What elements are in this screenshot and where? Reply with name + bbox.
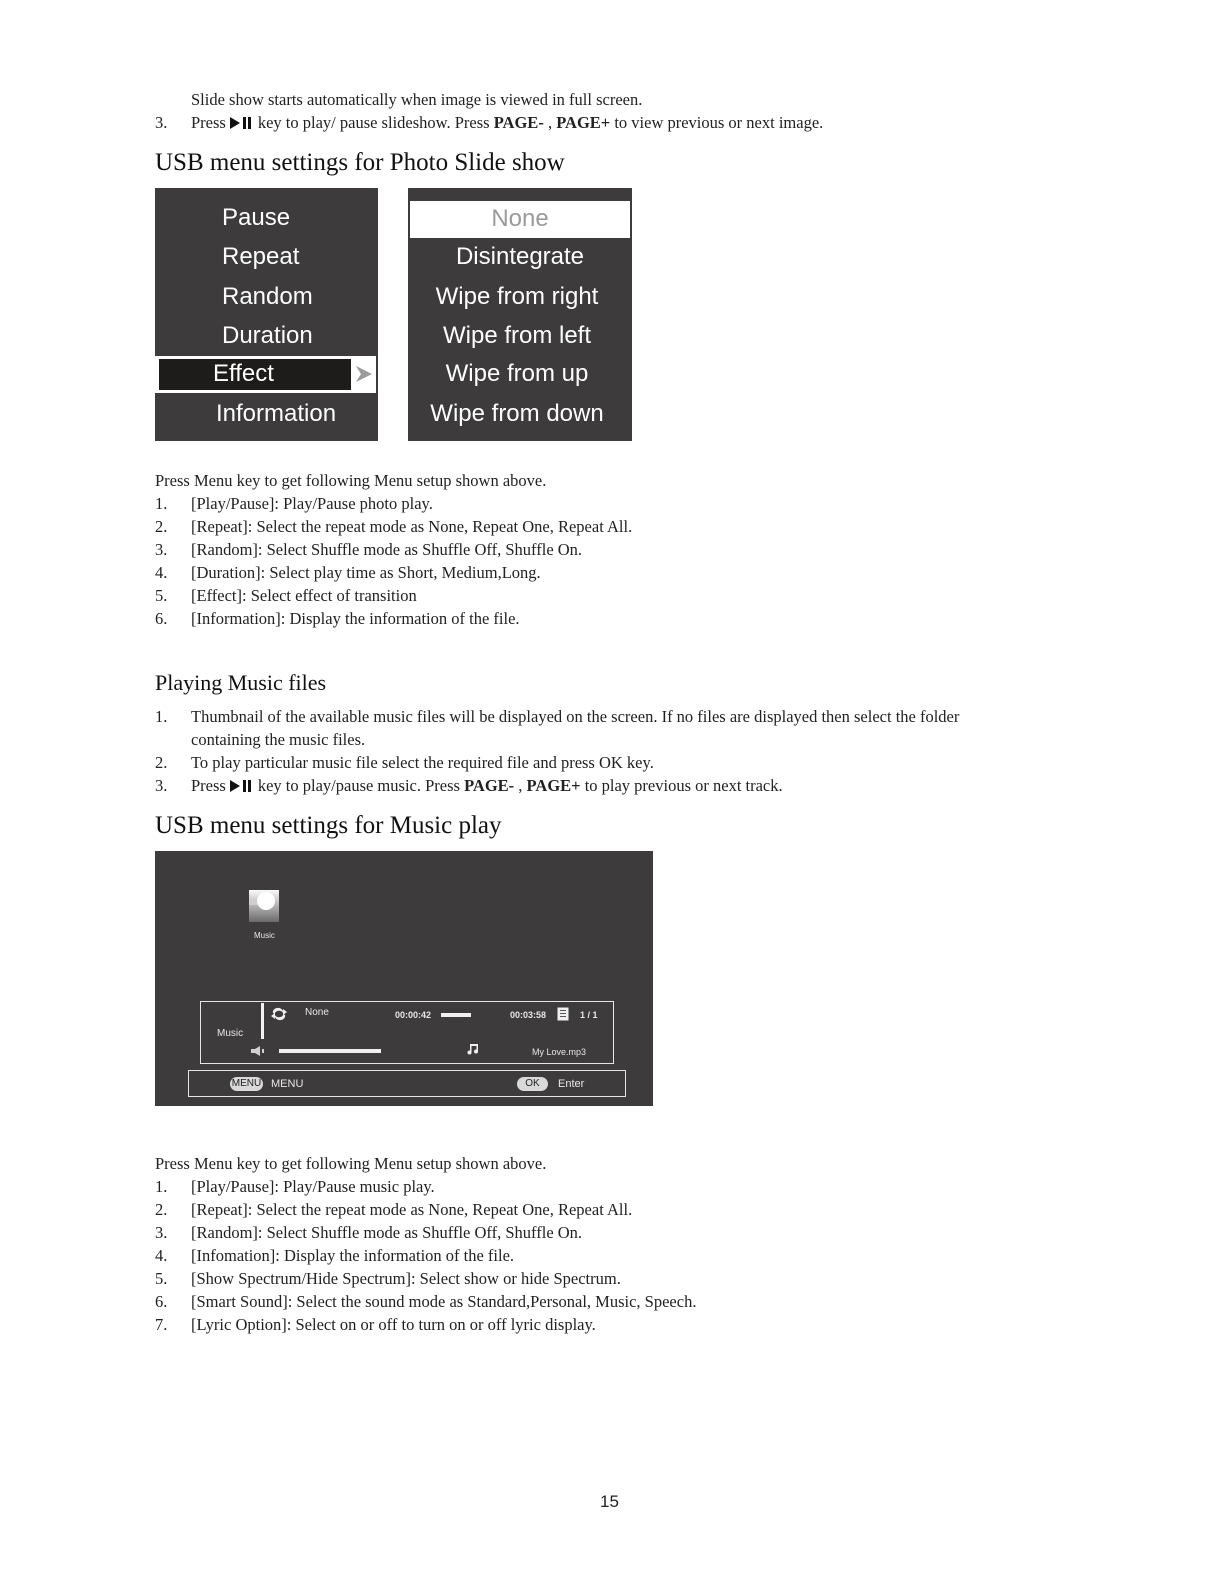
list-number: 7. (155, 1315, 168, 1334)
list-number: 3. (155, 113, 168, 132)
effect-submenu-panel (408, 188, 632, 441)
track-filename: My Love.mp3 (532, 1047, 587, 1057)
panel-label-music: Music (217, 1028, 244, 1039)
effect-option-wipe-right[interactable]: Wipe from right (435, 283, 599, 310)
menu-item-duration[interactable]: Duration (222, 322, 313, 349)
text-mid: key to play/ pause slideshow. Press (257, 113, 490, 132)
key-page-plus: PAGE+ (526, 776, 581, 795)
key-page-minus: PAGE- (493, 113, 544, 132)
text-mid: key to play/pause music. Press (257, 776, 460, 795)
track-counter: 1 / 1 (580, 1010, 598, 1020)
list-number: 6. (155, 1292, 168, 1311)
list-item: [Information]: Display the information of the file. (191, 609, 520, 628)
play-pause-icon (230, 779, 252, 793)
comma: , (518, 776, 523, 795)
list-item: [Play/Pause]: Play/Pause music play. (191, 1177, 435, 1196)
heading-photo-slideshow: USB menu settings for Photo Slide show (155, 149, 565, 176)
list-item: To play particular music file select the required file and press OK key. (191, 753, 654, 772)
list-number: 5. (155, 586, 168, 605)
list-item: [Effect]: Select effect of transition (191, 586, 417, 605)
list-item: [Infomation]: Display the information of the file. (191, 1246, 515, 1265)
play-pause-icon (230, 116, 252, 130)
volume-icon (251, 1046, 265, 1056)
file-icon (557, 1007, 569, 1021)
list-number: 1. (155, 1177, 168, 1196)
time-total: 00:03:58 (510, 1010, 547, 1020)
intro-press-line (191, 113, 823, 133)
list-number: 3. (155, 540, 168, 559)
effect-option-wipe-left[interactable]: Wipe from left (442, 322, 592, 349)
thumbnail-label: Music (254, 931, 275, 940)
text-end: to view previous or next image. (614, 113, 824, 132)
list-item: [Random]: Select Shuffle mode as Shuffle Off, Shuffle On. (191, 540, 583, 559)
list-number: 1. (155, 707, 168, 726)
list-item: [Lyric Option]: Select on or off to turn on or off lyric display. (191, 1315, 596, 1334)
effect-option-wipe-down[interactable]: Wipe from down (430, 400, 604, 427)
effect-option-disintegrate[interactable]: Disintegrate (455, 243, 585, 270)
volume-track[interactable] (279, 1049, 407, 1053)
time-current: 00:00:42 (395, 1010, 432, 1020)
list-item: [Play/Pause]: Play/Pause photo play. (191, 494, 433, 513)
list-item: [Repeat]: Select the repeat mode as None, Repeat One, Repeat All. (191, 1200, 633, 1219)
list-item: [Smart Sound]: Select the sound mode as Standard,Personal, Music, Speech. (191, 1292, 697, 1311)
photo-menu-intro: Press Menu key to get following Menu setup shown above. (155, 471, 547, 490)
list-item: Thumbnail of the available music files will be displayed on the screen. If no files are displayed then select the folder (191, 707, 960, 726)
list-number: 2. (155, 753, 168, 772)
progress-fill (441, 1013, 471, 1017)
list-number: 3. (155, 776, 168, 795)
menu-key-label: MENU (271, 1078, 304, 1090)
volume-fill (279, 1049, 381, 1053)
list-number: 2. (155, 1200, 168, 1219)
list-number: 5. (155, 1269, 168, 1288)
menu-item-information[interactable]: Information (216, 400, 337, 427)
list-number: 2. (155, 517, 168, 536)
menu-item-effect[interactable]: Effect (213, 360, 274, 387)
key-page-plus: PAGE+ (556, 113, 611, 132)
list-item: [Show Spectrum/Hide Spectrum]: Select show or hide Spectrum. (191, 1269, 621, 1288)
repeat-mode-value: None (305, 1007, 329, 1018)
music-note-icon (467, 1043, 479, 1055)
menu-item-repeat[interactable]: Repeat (222, 243, 300, 270)
ok-key-badge[interactable]: OK (517, 1077, 548, 1091)
list-number: 4. (155, 1246, 168, 1265)
panel-divider (261, 1003, 264, 1039)
comma: , (547, 113, 553, 132)
menu-item-random[interactable]: Random (222, 283, 313, 310)
key-page-minus: PAGE- (464, 776, 515, 795)
ok-key-label: Enter (558, 1078, 585, 1090)
repeat-icon[interactable] (270, 1006, 288, 1022)
chevron-right-icon (354, 364, 374, 384)
list-number: 3. (155, 1223, 168, 1242)
menu-key-badge[interactable]: MENU (231, 1078, 262, 1089)
text-press: Press (191, 776, 226, 795)
text-press: Press (191, 113, 226, 132)
effect-option-wipe-up[interactable]: Wipe from up (445, 360, 589, 387)
photo-menu-panel (155, 188, 378, 441)
list-item: [Random]: Select Shuffle mode as Shuffle Off, Shuffle On. (191, 1223, 583, 1242)
music-menu-intro: Press Menu key to get following Menu setup shown above. (155, 1154, 547, 1173)
progress-track[interactable] (441, 1013, 501, 1017)
music-press-line (191, 776, 783, 796)
heading-music-play: USB menu settings for Music play (155, 812, 502, 839)
music-player-screen (155, 851, 653, 1106)
list-number: 4. (155, 563, 168, 582)
heading-playing-music-files: Playing Music files (155, 670, 327, 695)
list-item: [Duration]: Select play time as Short, Medium,Long. (191, 563, 541, 582)
intro-line: Slide show starts automatically when image is viewed in full screen. (191, 90, 643, 109)
list-item: [Repeat]: Select the repeat mode as None, Repeat One, Repeat All. (191, 517, 633, 536)
page-number: 15 (600, 1492, 619, 1511)
music-folder-thumbnail-icon[interactable] (248, 889, 280, 923)
menu-item-pause[interactable]: Pause (222, 204, 291, 231)
list-number: 1. (155, 494, 168, 513)
list-number: 6. (155, 609, 168, 628)
text-end: to play previous or next track. (584, 776, 783, 795)
list-item-continuation: containing the music files. (191, 730, 366, 749)
effect-option-none[interactable]: None (491, 205, 549, 232)
